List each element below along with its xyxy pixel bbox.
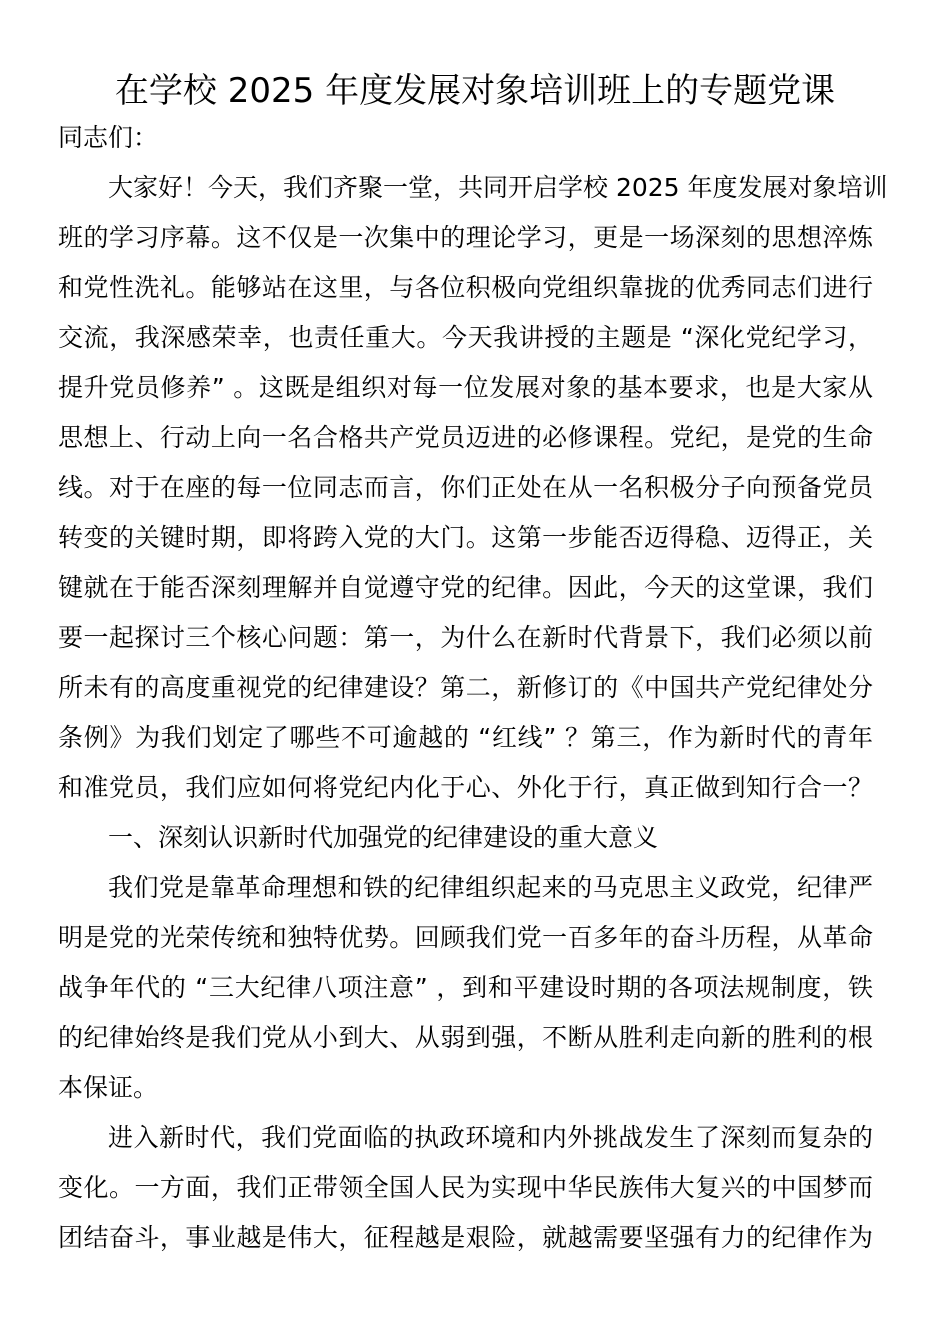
text-line: 所未有的高度重视党的纪律建设？第二，新修订的《中国共产党纪律处分 xyxy=(58,673,873,702)
text-line: 交流，我深感荣幸，也责任重大。今天我讲授的主题是 “深化党纪学习， xyxy=(58,323,873,352)
text-line: 和党性洗礼。能够站在这里，与各位积极向党组织靠拢的优秀同志们进行 xyxy=(58,273,873,302)
greeting: 同志们： xyxy=(58,123,159,152)
text-line: 战争年代的 “三大纪律八项注意” ，到和平建设时期的各项法规制度，铁 xyxy=(58,973,873,1002)
text-line: 线。对于在座的每一位同志而言，你们正处在从一名积极分子向预备党员 xyxy=(58,473,873,502)
text-line: 班的学习序幕。这不仅是一次集中的理论学习，更是一场深刻的思想淬炼 xyxy=(58,223,873,252)
text-line: 我们党是靠革命理想和铁的纪律组织起来的马克思主义政党，纪律严 xyxy=(108,873,873,902)
text-line: 转变的关键时期，即将跨入党的大门。这第一步能否迈得稳、迈得正，关 xyxy=(58,523,873,552)
text-line: 团结奋斗，事业越是伟大，征程越是艰险，就越需要坚强有力的纪律作为 xyxy=(58,1223,873,1252)
text-line: 键就在于能否深刻理解并自觉遵守党的纪律。因此，今天的这堂课，我们 xyxy=(58,573,873,602)
text-line: 进入新时代，我们党面临的执政环境和内外挑战发生了深刻而复杂的 xyxy=(108,1123,873,1152)
text-line: 和准党员，我们应如何将党纪内化于心、外化于行，真正做到知行合一？ xyxy=(58,773,873,802)
text-line: 变化。一方面，我们正带领全国人民为实现中华民族伟大复兴的中国梦而 xyxy=(58,1173,873,1202)
text-line: 提升党员修养” 。这既是组织对每一位发展对象的基本要求，也是大家从 xyxy=(58,373,873,402)
text-line: 大家好！今天，我们齐聚一堂，共同开启学校 2025 年度发展对象培训 xyxy=(108,173,888,202)
text-line: 条例》为我们划定了哪些不可逾越的 “红线” ？第三，作为新时代的青年 xyxy=(58,723,873,752)
text-line: 本保证。 xyxy=(58,1073,159,1102)
text-line: 的纪律始终是我们党从小到大、从弱到强，不断从胜利走向新的胜利的根 xyxy=(58,1023,873,1052)
section-heading: 一、深刻认识新时代加强党的纪律建设的重大意义 xyxy=(108,823,659,852)
text-line: 要一起探讨三个核心问题：第一，为什么在新时代背景下，我们必须以前 xyxy=(58,623,873,652)
document-title: 在学校 2025 年度发展对象培训班上的专题党课 xyxy=(114,71,836,111)
text-line: 明是党的光荣传统和独特优势。回顾我们党一百多年的奋斗历程，从革命 xyxy=(58,923,873,952)
text-line: 思想上、行动上向一名合格共产党员迈进的必修课程。党纪，是党的生命 xyxy=(58,423,873,452)
